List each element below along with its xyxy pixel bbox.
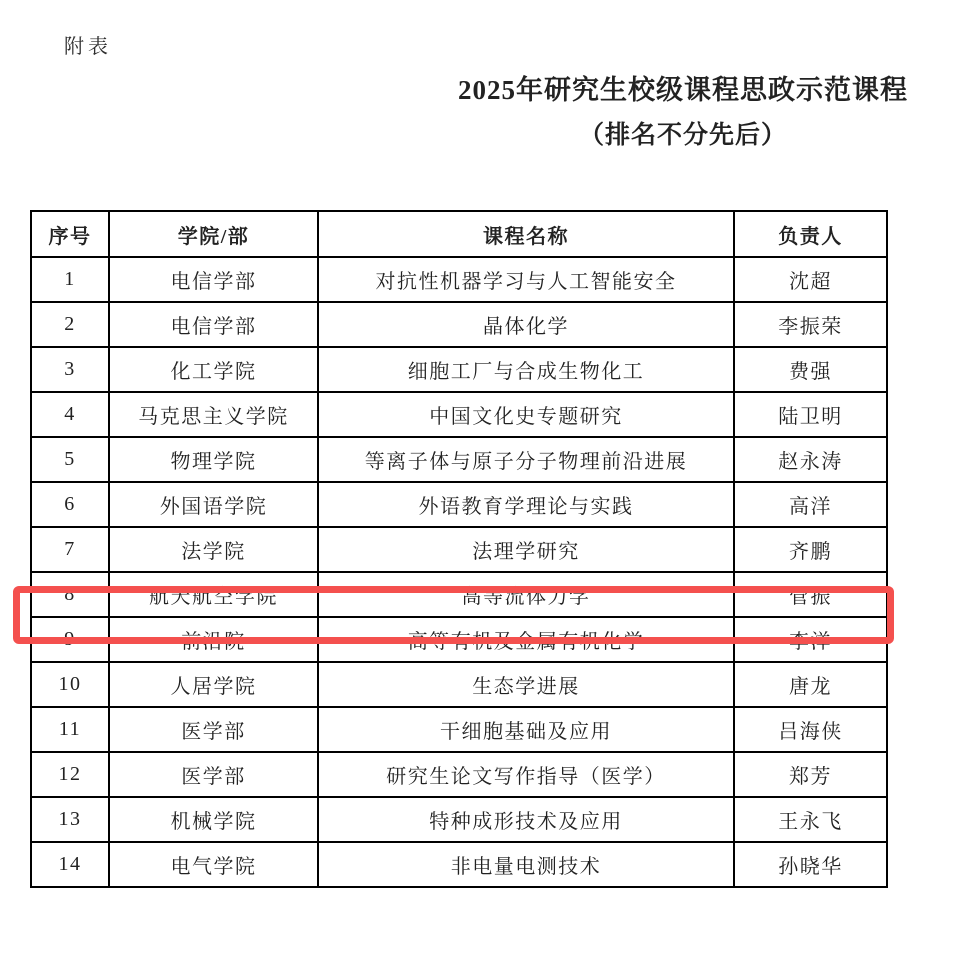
leader-cell: 吕海侠 [734, 707, 887, 752]
department-cell: 航天航空学院 [109, 572, 318, 617]
row-number-cell: 8 [31, 572, 109, 617]
table-row [31, 527, 887, 572]
department-cell: 马克思主义学院 [109, 392, 318, 437]
course-name-cell: 高等流体力学 [318, 572, 734, 617]
table-row [31, 347, 887, 392]
course-name-cell: 等离子体与原子分子物理前沿进展 [318, 437, 734, 482]
leader-cell: 李洋 [734, 617, 887, 662]
course-name-cell: 生态学进展 [318, 662, 734, 707]
leader-cell: 沈超 [734, 257, 887, 302]
course-name-cell: 非电量电测技术 [318, 842, 734, 887]
row-number-cell: 6 [31, 482, 109, 527]
course-name-cell: 特种成形技术及应用 [318, 797, 734, 842]
table-header-row [31, 211, 887, 257]
leader-cell: 菅振 [734, 572, 887, 617]
row-number-cell: 11 [31, 707, 109, 752]
row-number-cell: 3 [31, 347, 109, 392]
leader-cell: 高洋 [734, 482, 887, 527]
leader-cell: 费强 [734, 347, 887, 392]
department-cell: 化工学院 [109, 347, 318, 392]
row-number-cell: 12 [31, 752, 109, 797]
department-cell: 医学部 [109, 707, 318, 752]
row-number-cell: 4 [31, 392, 109, 437]
table-row [31, 797, 887, 842]
leader-cell: 赵永涛 [734, 437, 887, 482]
leader-cell: 孙晓华 [734, 842, 887, 887]
course-name-cell: 高等有机及金属有机化学 [318, 617, 734, 662]
page-title: 2025年研究生校级课程思政示范课程 [458, 75, 908, 105]
department-cell: 前沿院 [109, 617, 318, 662]
row-number-cell: 2 [31, 302, 109, 347]
course-table [30, 210, 888, 888]
page-subtitle: （排名不分先后） [578, 121, 787, 149]
header-course: 课程名称 [318, 211, 734, 257]
course-name-cell: 研究生论文写作指导（医学） [318, 752, 734, 797]
table-body [31, 257, 887, 887]
department-cell: 物理学院 [109, 437, 318, 482]
table-row [31, 257, 887, 302]
row-number-cell: 5 [31, 437, 109, 482]
department-cell: 电信学部 [109, 302, 318, 347]
document-heading [400, 72, 966, 153]
department-cell: 电气学院 [109, 842, 318, 887]
header-department: 学院/部 [109, 211, 318, 257]
table-row [31, 302, 887, 347]
table-row [31, 437, 887, 482]
course-name-cell: 对抗性机器学习与人工智能安全 [318, 257, 734, 302]
header-leader: 负责人 [734, 211, 887, 257]
course-name-cell: 法理学研究 [318, 527, 734, 572]
table-row [31, 662, 887, 707]
table-row [31, 752, 887, 797]
leader-cell: 李振荣 [734, 302, 887, 347]
department-cell: 人居学院 [109, 662, 318, 707]
course-name-cell: 外语教育学理论与实践 [318, 482, 734, 527]
department-cell: 医学部 [109, 752, 318, 797]
leader-cell: 陆卫明 [734, 392, 887, 437]
header-no: 序号 [31, 211, 109, 257]
table-row [31, 392, 887, 437]
leader-cell: 齐鹏 [734, 527, 887, 572]
table-row [31, 707, 887, 752]
appendix-label: 附表 [64, 36, 112, 58]
row-number-cell: 1 [31, 257, 109, 302]
table-row [31, 617, 887, 662]
department-cell: 外国语学院 [109, 482, 318, 527]
table-row [31, 572, 887, 617]
table-row [31, 482, 887, 527]
row-number-cell: 13 [31, 797, 109, 842]
course-name-cell: 干细胞基础及应用 [318, 707, 734, 752]
row-number-cell: 7 [31, 527, 109, 572]
row-number-cell: 14 [31, 842, 109, 887]
leader-cell: 王永飞 [734, 797, 887, 842]
table-row [31, 842, 887, 887]
department-cell: 电信学部 [109, 257, 318, 302]
course-name-cell: 晶体化学 [318, 302, 734, 347]
leader-cell: 郑芳 [734, 752, 887, 797]
department-cell: 机械学院 [109, 797, 318, 842]
course-name-cell: 细胞工厂与合成生物化工 [318, 347, 734, 392]
course-name-cell: 中国文化史专题研究 [318, 392, 734, 437]
department-cell: 法学院 [109, 527, 318, 572]
row-number-cell: 10 [31, 662, 109, 707]
row-number-cell: 9 [31, 617, 109, 662]
leader-cell: 唐龙 [734, 662, 887, 707]
